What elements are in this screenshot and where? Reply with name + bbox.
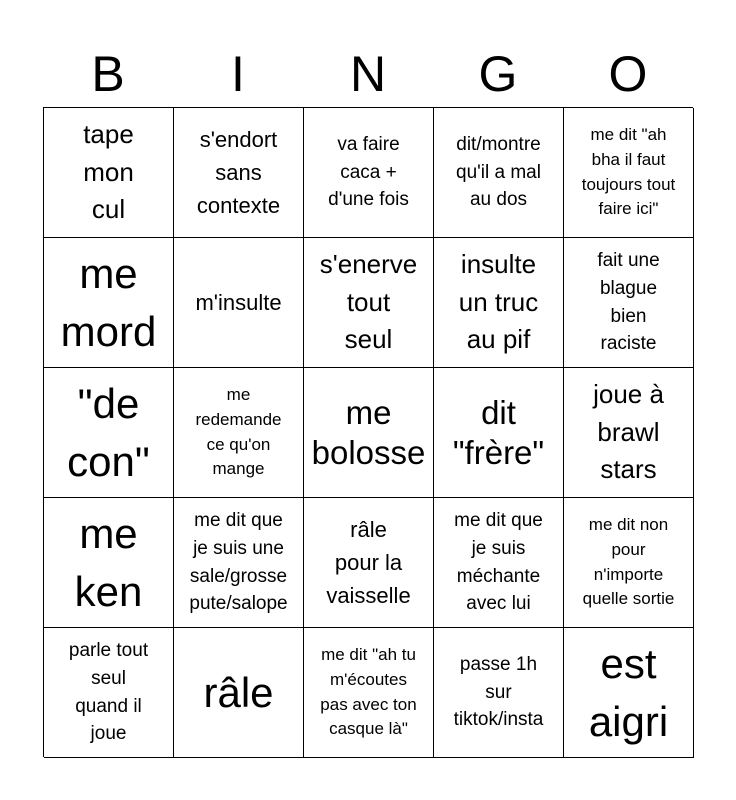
- cell-text: est aigri: [588, 639, 669, 745]
- cell-text: me dit "ah bha il faut toujours tout faire ici": [581, 125, 676, 219]
- header-letter-n: N: [349, 46, 387, 102]
- cell-text: passe 1h sur tiktok/insta: [453, 654, 544, 731]
- bingo-cell-r3c1[interactable]: [44, 368, 174, 498]
- cell-text: me ken: [74, 509, 143, 615]
- bingo-cell-r4c2[interactable]: [174, 498, 304, 628]
- cell-text: m'insulte: [195, 290, 282, 315]
- bingo-cell-r1c5[interactable]: [564, 108, 694, 238]
- cell-text: joue à brawl stars: [593, 378, 664, 485]
- bingo-cell-r2c4[interactable]: [434, 238, 564, 368]
- bingo-cell-r4c4[interactable]: [434, 498, 564, 628]
- bingo-cell-r4c3[interactable]: [304, 498, 434, 628]
- bingo-cell-r5c3[interactable]: [304, 628, 434, 758]
- cell-text: s'enerve tout seul: [319, 248, 418, 355]
- cell-text: tape mon cul: [83, 118, 134, 225]
- cell-text: parle tout seul quand il joue: [68, 640, 149, 745]
- bingo-cell-r1c4[interactable]: [434, 108, 564, 238]
- cell-text: dit "frère": [452, 393, 545, 471]
- bingo-grid: [43, 107, 693, 757]
- cell-text: dit/montre qu'il a mal au dos: [456, 134, 541, 211]
- bingo-cell-r1c1[interactable]: [44, 108, 174, 238]
- cell-text: me bolosse: [311, 393, 426, 471]
- cell-text: me dit que je suis méchante avec lui: [454, 510, 543, 615]
- cell-text: s'endort sans contexte: [196, 127, 281, 218]
- cell-text: "de con": [67, 379, 150, 485]
- cell-text: me mord: [60, 249, 157, 355]
- cell-text: insulte un truc au pif: [458, 248, 539, 355]
- bingo-cell-r4c5[interactable]: [564, 498, 694, 628]
- bingo-cell-r1c2[interactable]: [174, 108, 304, 238]
- header-letter-i: I: [231, 46, 245, 102]
- bingo-cell-r5c2[interactable]: [174, 628, 304, 758]
- bingo-cell-r2c1[interactable]: [44, 238, 174, 368]
- bingo-cell-r2c2[interactable]: [174, 238, 304, 368]
- bingo-cell-r4c1[interactable]: [44, 498, 174, 628]
- bingo-cell-r3c5[interactable]: [564, 368, 694, 498]
- bingo-cell-r5c1[interactable]: [44, 628, 174, 758]
- cell-text: va faire caca + d'une fois: [328, 134, 409, 211]
- bingo-cell-r5c5[interactable]: [564, 628, 694, 758]
- header-letter-b: B: [91, 46, 125, 102]
- bingo-cell-r3c3[interactable]: [304, 368, 434, 498]
- bingo-cell-r1c3[interactable]: [304, 108, 434, 238]
- cell-text: fait une blague bien raciste: [597, 250, 660, 355]
- bingo-cell-r3c4[interactable]: [434, 368, 564, 498]
- cell-text: me redemande ce qu'on mange: [195, 385, 282, 479]
- header-letter-g: G: [478, 46, 518, 102]
- bingo-header: [43, 40, 693, 108]
- cell-text: râle pour la vaisselle: [326, 517, 411, 608]
- cell-text: me dit que je suis une sale/grosse pute/salope: [189, 510, 288, 615]
- cell-text: me dit "ah tu m'écoutes pas avec ton casque là": [320, 645, 417, 739]
- bingo-cell-r5c4[interactable]: [434, 628, 564, 758]
- bingo-cell-r3c2[interactable]: [174, 368, 304, 498]
- cell-text: me dit non pour n'importe quelle sortie: [582, 515, 675, 609]
- cell-text: râle: [203, 668, 274, 716]
- header-letter-o: O: [608, 46, 648, 102]
- bingo-cell-r2c3[interactable]: [304, 238, 434, 368]
- bingo-cell-r2c5[interactable]: [564, 238, 694, 368]
